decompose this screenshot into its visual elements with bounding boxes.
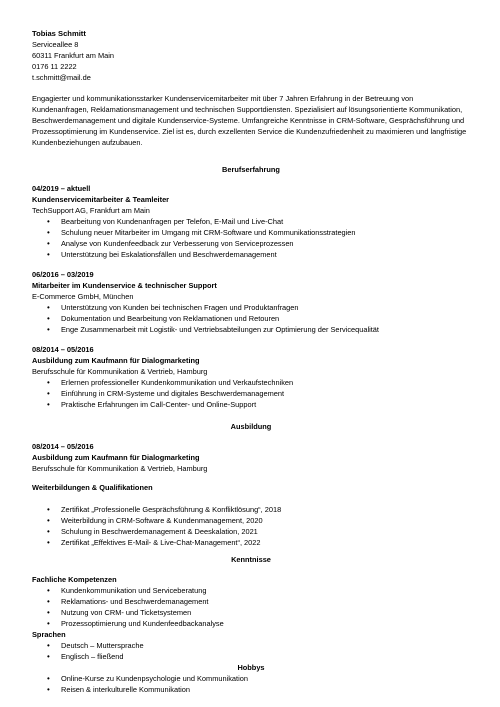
job-dates: 06/2016 – 03/2019	[32, 270, 94, 279]
professional-skills-heading: Fachliche Kompetenzen	[32, 575, 117, 584]
list-item: • Zertifikat „Effektives E-Mail- & Live-Chat-Management“, 2022	[32, 537, 470, 548]
job-bullets	[32, 216, 470, 260]
contact-block	[32, 28, 470, 83]
job-company: Berufsschule für Kommunikation & Vertrieb, Hamburg	[32, 367, 208, 376]
section-heading-skills: Kenntnisse	[231, 555, 271, 564]
job-title: Ausbildung zum Kaufmann für Dialogmarketing	[32, 356, 200, 365]
job-company: TechSupport AG, Frankfurt am Main	[32, 206, 150, 215]
list-item: • Schulung in Beschwerdemanagement & Deeskalation, 2021	[32, 526, 470, 537]
list-item: • Deutsch – Muttersprache	[32, 640, 470, 651]
education-title: Ausbildung zum Kaufmann für Dialogmarketing	[32, 453, 200, 462]
section-heading-experience: Berufserfahrung	[222, 165, 280, 174]
list-item: • Schulung neuer Mitarbeiter im Umgang mit CRM-Software und Kommunikationsstrategien	[32, 227, 470, 238]
list-item: • Unterstützung von Kunden bei technischen Fragen und Produktanfragen	[32, 302, 470, 313]
professional-skills-list	[32, 585, 470, 629]
job-bullets	[32, 377, 470, 410]
education-school: Berufsschule für Kommunikation & Vertrieb, Hamburg	[32, 464, 208, 473]
job-entry	[32, 269, 470, 335]
job-bullets	[32, 302, 470, 335]
email-address: t.schmitt@mail.de	[32, 73, 91, 82]
list-item: • Bearbeitung von Kundenanfragen per Telefon, E-Mail und Live-Chat	[32, 216, 470, 227]
job-entry	[32, 344, 470, 410]
phone-number: 0176 11 2222	[32, 62, 77, 71]
list-item: • Unterstützung bei Eskalationsfällen und Beschwerdemanagement	[32, 249, 470, 260]
job-company: E-Commerce GmbH, München	[32, 292, 134, 301]
list-item: • Analyse von Kundenfeedback zur Verbesserung von Serviceprozessen	[32, 238, 470, 249]
list-item: • Reklamations- und Beschwerdemanagement	[32, 596, 470, 607]
city-address: 60311 Frankfurt am Main	[32, 51, 115, 60]
section-heading-education: Ausbildung	[230, 422, 272, 431]
list-item: • Nutzung von CRM- und Ticketsystemen	[32, 607, 470, 618]
resume-page	[32, 28, 470, 695]
list-item: • Enge Zusammenarbeit mit Logistik- und Vertriebsabteilungen zur Optimierung der Servicequalität	[32, 324, 470, 335]
street-address: Serviceallee 8	[32, 40, 79, 49]
job-dates: 08/2014 – 05/2016	[32, 345, 94, 354]
education-dates: 08/2014 – 05/2016	[32, 442, 94, 451]
list-item: • Reisen & interkulturelle Kommunikation	[32, 684, 470, 695]
list-item: • Erlernen professioneller Kundenkommunikation und Verkaufstechniken	[32, 377, 470, 388]
education-entry	[32, 441, 470, 474]
job-entry	[32, 183, 470, 260]
list-item: • Englisch – fließend	[32, 651, 470, 662]
training-list	[32, 504, 470, 548]
job-title: Mitarbeiter im Kundenservice & technischer Support	[32, 281, 217, 290]
job-dates: 04/2019 – aktuell	[32, 184, 91, 193]
profile-summary: Engagierter und kommunikationsstarker Kundenservicemitarbeiter mit über 7 Jahren Erfahrung in der Betreuung von Kundenanfragen, Reklamationsmanagement und technischen Supportdiensten. Spezialisiert auf lösungsorientierte Kommunikation, Beschwerdemanagement und digitale Kundenservice-Systeme. Umfangreiche Kenntnisse in CRM-Software, Gesprächsführung und Prozessoptimierung im Kundenservice. Ziel ist es, durch exzellenten Service die Kundenzufriedenheit zu maximieren und langfristige Kundenbeziehungen aufzubauen.	[32, 94, 467, 147]
hobbies-list	[32, 673, 470, 695]
applicant-name: Tobias Schmitt	[32, 29, 86, 38]
list-item: • Kundenkommunikation und Serviceberatung	[32, 585, 470, 596]
list-item: • Praktische Erfahrungen im Call-Center- und Online-Support	[32, 399, 470, 410]
list-item: • Weiterbildung in CRM-Software & Kundenmanagement, 2020	[32, 515, 470, 526]
list-item: • Dokumentation und Bearbeitung von Reklamationen und Retouren	[32, 313, 470, 324]
languages-list	[32, 640, 470, 662]
languages-heading: Sprachen	[32, 630, 66, 639]
section-heading-training: Weiterbildungen & Qualifikationen	[32, 483, 153, 492]
list-item: • Prozessoptimierung und Kundenfeedbackanalyse	[32, 618, 470, 629]
section-heading-hobbies: Hobbys	[237, 663, 265, 672]
list-item: • Einführung in CRM-Systeme und digitales Beschwerdemanagement	[32, 388, 470, 399]
list-item: • Online-Kurse zu Kundenpsychologie und Kommunikation	[32, 673, 470, 684]
job-title: Kundenservicemitarbeiter & Teamleiter	[32, 195, 170, 204]
list-item: • Zertifikat „Professionelle Gesprächsführung & Konfliktlösung“, 2018	[32, 504, 470, 515]
